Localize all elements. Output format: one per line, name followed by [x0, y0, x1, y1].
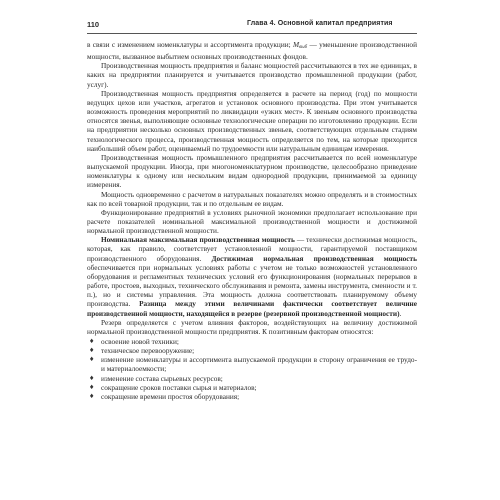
bullet-icon: ♦	[89, 356, 95, 364]
term-reserve-capacity: Разница между этими величинами фактически соответствует величине производственной мощности, находящейся в резерве (резервной производственной мощности)	[87, 299, 417, 318]
page-header	[87, 20, 417, 32]
bullet-icon: ♦	[89, 374, 95, 382]
paragraph-6: Функционирование предприятий в условиях рыночной экономики предполагает использование при расчете показателей номинальной максимальной производственной мощности и достижимой нормальной производственной мощности.	[87, 207, 417, 236]
factor-list	[87, 337, 417, 401]
bullet-icon: ♦	[89, 392, 95, 400]
paragraph-8: Резерв определяется с учетом влияния факторов, воздействующих на величину достижимой нормальной производственной мощности предприятия. К позитивным факторам относятся:	[87, 317, 417, 336]
bullet-icon: ♦	[89, 383, 95, 391]
term-achievable-capacity: Достижимая нормальная производственная мощность	[211, 253, 417, 263]
list-item: ♦ изменение номенклатуры и ассортимента выпускаемой продукции в сторону ограничения ее трудо- и материалоемкости;	[89, 355, 417, 374]
bullet-icon: ♦	[89, 338, 95, 345]
running-head: Глава 4. Основной капитал предприятия	[247, 20, 393, 27]
list-item: ♦ освоение новой техники;	[89, 337, 179, 346]
paragraph-7: Номинальная максимальная производственная мощность — технически достижимая мощность, которая, как правило, соответствует установленной мощности, гарантируемой поставщиком производственного оборудования. Достижимая нормальная производственная мощность обеспечивается при нормальных условиях работы с учетом не только возможностей установленного оборудования и регламентных технических условий его функционирования (нормальных перерывов в работе, простоев, выходных, технического обслуживания и ремонта, замены инструмента, сменности и т. п.), но и системы управления. Эта мощность должна соответствовать планируемому объему производства. Разница между этими величинами фактически соответствует величине производственной мощности, находящейся в резерве (резервной производственной мощности).	[87, 235, 417, 318]
list-item: ♦ техническое перевооружение;	[89, 346, 195, 356]
paragraph-2: Производственная мощность предприятия и баланс мощностей рассчитываются в тех же единицах, в каких на предприятии планируется и учитывается производство промышленной продукции (работ, услуг).	[87, 61, 417, 89]
paragraph-5: Мощность одновременно с расчетом в натуральных показателях можно определять и в стоимостных как по всей товарной продукции, так и по отдельным ее видам.	[87, 189, 417, 208]
list-item: ♦ изменение состава сырьевых ресурсов;	[89, 373, 223, 383]
list-item: ♦ сокращение сроков поставки сырья и материалов;	[89, 382, 257, 392]
page-body	[87, 40, 417, 401]
term-nominal-capacity: Номинальная максимальная производственная мощность	[101, 235, 295, 245]
paragraph-1: в связи с изменением номенклатуры и ассортимента продукции; $М_{выб}$ — уменьшение производственной мощности, вызванное выбытием основных производственных фондов.	[87, 40, 417, 62]
bullet-icon: ♦	[89, 347, 95, 355]
list-item: ♦ сокращение времени простоя оборудования;	[89, 391, 240, 401]
page-number: 110	[87, 20, 100, 29]
header-rule	[87, 33, 417, 34]
paragraph-3: Производственная мощность предприятия определяется в расчете на период (год) по мощности ведущих цехов или участков, агрегатов и установок основного производства. При этом учитывается возможность проведения мероприятий по ликвидации «узких мест». К звеньям основного производства относятся звенья, выполняющие основные технологические операции по изготовлению продукции. Если на предприятии несколько основных производственных звеньев, соответствующих отдельным стадиям технологического процесса, производственная мощность определяется по тем, на которые приходится наибольший объем работ, оцениваемый по трудоемкости или натуральным единицам измерения.	[87, 88, 417, 153]
paragraph-4: Производственная мощность промышленного предприятия рассчитывается по всей номенклатуре выпускаемой продукции. Иногда, при многономенклатурном производстве, целесообразно приведение номенклатуры к одному или нескольким видам однородной продукции, принимаемой за единицу измерения.	[87, 152, 417, 190]
